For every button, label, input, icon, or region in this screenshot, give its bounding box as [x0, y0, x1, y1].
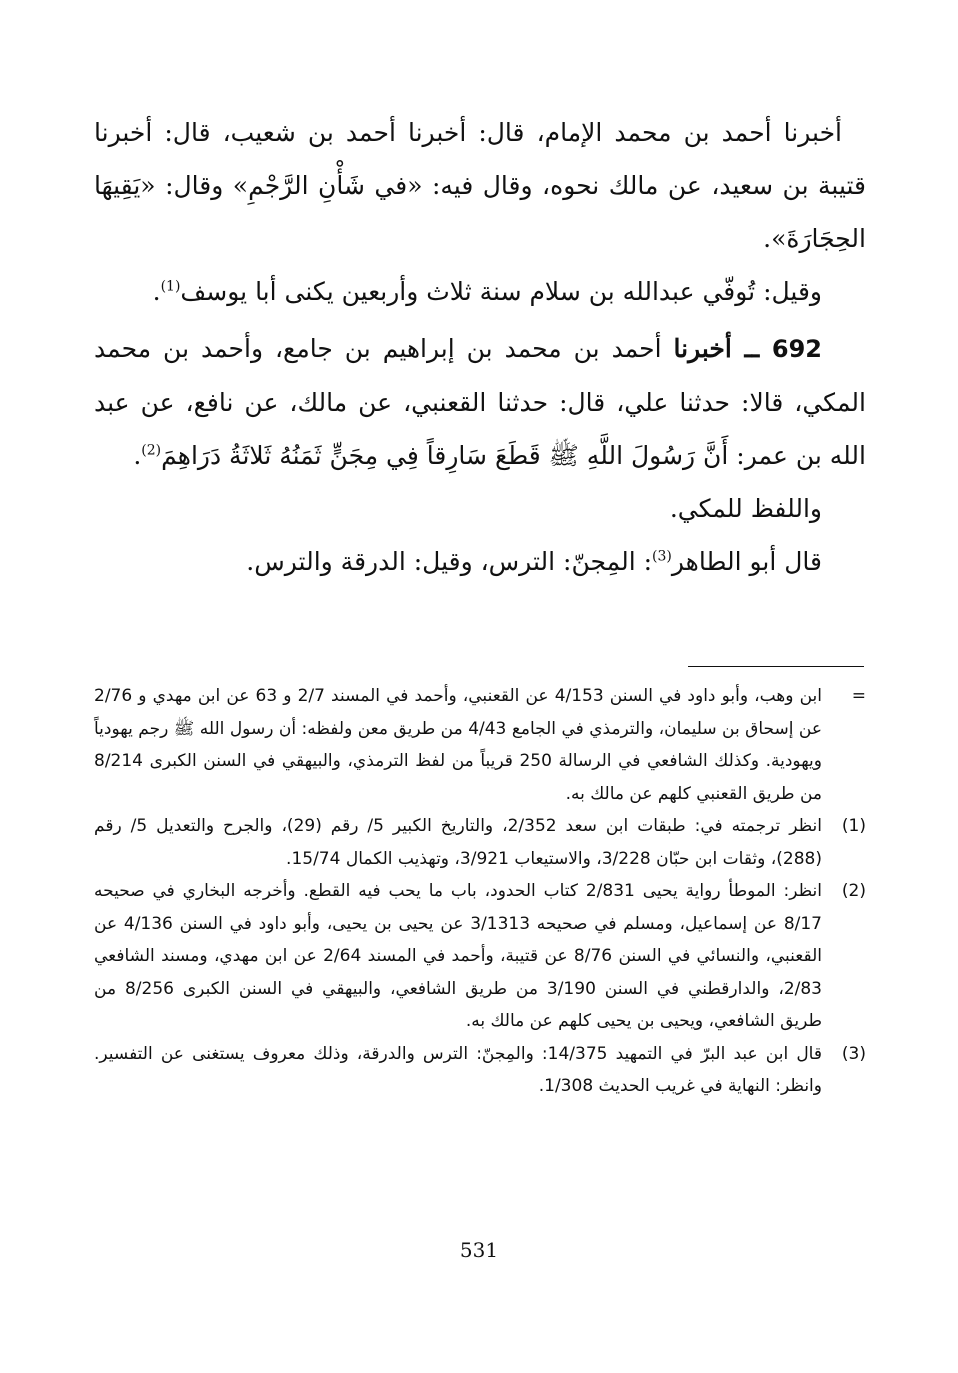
abu-tahir-text: : المِجنّ: الترس، وقيل: الدرقة والترس.	[246, 547, 653, 576]
paragraph-wording: واللفظ للمكي.	[669, 494, 822, 523]
hadith-lead-word: أخبرنا	[673, 334, 732, 363]
hadith-number: 692	[771, 335, 822, 363]
death-note-text: وقيل: تُوفّي عبدالله بن سلام سنة ثلاث وأربعين يكنى أبا يوسف	[180, 277, 822, 306]
footnote-ref-2: (2)	[141, 442, 162, 459]
footnote-marker: =	[851, 686, 866, 706]
footnote-text: ابن وهب، وأبو داود في السنن 4/153 عن القعنبي، وأحمد في المسند 2/7 و 63 عن ابن مهدي و 2/76 عن إسحاق بن سليمان، والترمذي في الجامع 4/43 من طريق معن ولفظه: أن رسول الله ﷺ رجم يهودياً ويهودية. وكذلك الشافعي في الرسالة 250 قريباً من لفظ الترمذي، والبيهقي في السنن الكبرى 8/214 من طريق القعنبي كلهم عن مالك به.	[94, 686, 822, 804]
abu-tahir-lead: قال أبو الطاهر	[671, 547, 822, 576]
hadith-end: .	[133, 441, 142, 470]
footnote-ref-1: (1)	[160, 278, 181, 295]
footnote-continued	[94, 680, 866, 810]
footnote-marker: (3)	[841, 1043, 866, 1064]
paragraph-death-note	[94, 265, 866, 318]
footnote-ref-3: (3)	[652, 548, 672, 565]
hadith-dash: ــ	[731, 334, 772, 363]
footnote-marker: (2)	[841, 881, 866, 901]
footnote-2	[94, 875, 866, 1038]
hadith-text: أحمد بن محمد بن إبراهيم بن جامع، وأحمد بن محمد المكي، قالا: حدثنا علي، قال: حدثنا القعنبي، عن مالك، عن نافع، عن عبد الله بن عمر: أَنَّ رَسُولَ اللَّهِ ﷺ قَطَعَ سَارِقاً فِي مِجَنٍّ ثَمَنُهُ ثَلاثَةُ دَرَاهِمَ	[94, 334, 866, 470]
footnote-3	[94, 1038, 866, 1103]
footnote-text: انظر: الموطأ رواية يحيى 2/831 كتاب الحدود، باب ما يحب فيه القطع. وأخرجه البخاري في صحيحه 8/17 عن إسماعيل، ومسلم في صحيحه 3/1313 عن يحيى بن يحيى، وأبو داود في السنن 4/136 عن القعنبي، والنسائي في السنن 8/76 عن قتيبة، وأحمد في المسند 2/64 عن ابن مهدي، ومسند الشافعي 2/83، والدارقطني في السنن 3/190 من طريق الشافعي، والبيهقي في السنن الكبرى 8/256 من طريق الشافعي، ويحيى بن يحيى كلهم عن مالك به.	[94, 881, 822, 1031]
footnote-text: انظر ترجمته في: طبقات ابن سعد 2/352، والتاريخ الكبير 5/ رقم (29)، والجرح والتعديل 5/ رقم (288)، وثقات ابن حبّان 3/228، والاستيعاب 3/921، وتهذيب الكمال 15/74.	[94, 816, 822, 869]
footnote-separator	[688, 666, 864, 667]
footnote-text: قال ابن عبد البرّ في التمهيد 14/375: والمِجنّ: الترس والدرقة، وذلك معروف يستغنى عن التفسير. وانظر: النهاية في غريب الحديث 1/308.	[94, 1043, 822, 1096]
main-text	[94, 106, 866, 588]
page-number: 531	[459, 1238, 499, 1262]
hadith-692	[94, 322, 866, 482]
footnote-1	[94, 810, 866, 875]
death-note-end: .	[152, 277, 161, 306]
paragraph-isnad-1: أخبرنا أحمد بن محمد الإمام، قال: أخبرنا أحمد بن شعيب، قال: أخبرنا قتيبة بن سعيد، عن مالك نحوه، وقال فيه: «في شَأْنِ الرَّجْمِ» وقال: «يَقِيهَا الحِجَارَةَ».	[94, 118, 866, 253]
footnote-marker: (1)	[841, 816, 866, 836]
paragraph-abu-tahir	[94, 535, 866, 588]
footnotes	[94, 680, 866, 1103]
